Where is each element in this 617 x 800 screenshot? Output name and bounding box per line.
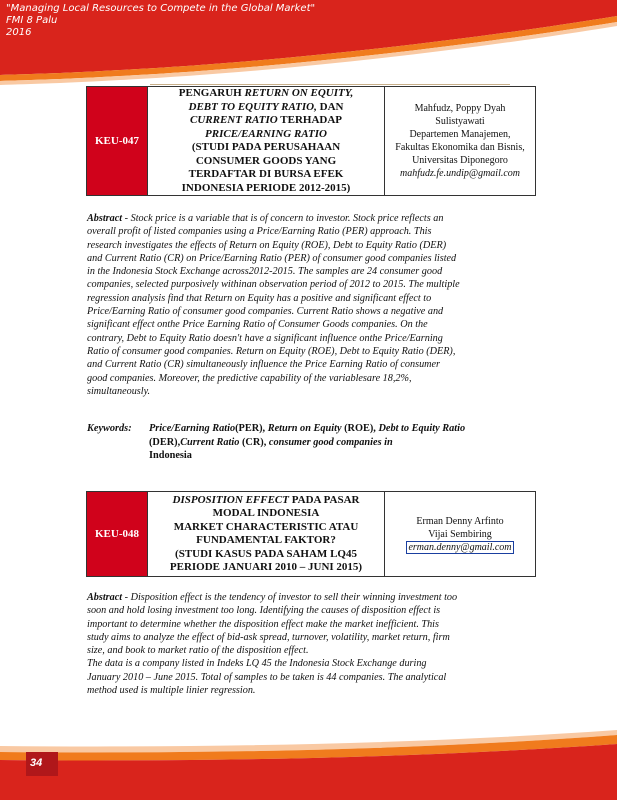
entry-code: KEU-048 bbox=[87, 492, 148, 577]
author-email[interactable]: erman.denny@gmail.com bbox=[408, 541, 512, 553]
entry-table-keu-047 bbox=[86, 86, 536, 196]
entry-table-keu-048 bbox=[86, 491, 536, 577]
keywords-text: Price/Earning Ratio(PER), Return on Equity (ROE), Debt to Equity Ratio (DER),Current Ratio (CR), consumer good companies in Indonesia bbox=[149, 423, 466, 461]
conference-theme: "Managing Local Resources to Compete in the Global Market" bbox=[6, 3, 316, 14]
keywords-label: Keywords: bbox=[87, 423, 132, 434]
conference-header bbox=[6, 3, 315, 39]
author-email[interactable]: mahfudz.fe.undip@gmail.com bbox=[399, 168, 521, 179]
entry-title: PENGARUH RETURN ON EQUITY, DEBT TO EQUITY RATIO, DAN CURRENT RATIO TERHADAP PRICE/EARNING RATIO (STUDI PADA PERUSAHAAN CONSUMER GOODS YANG TERDAFTAR DI BURSA EFEK INDONESIA PERIODE 2012-2015) bbox=[148, 87, 385, 196]
entry-title: DISPOSITION EFFECT PADA PASAR MODAL INDONESIA MARKET CHARACTERISTIC ATAU FUNDAMENTAL FAKTOR? (STUDI KASUS PADA SAHAM LQ45 PERIODE JANUARI 2010 – JUNI 2015) bbox=[148, 492, 385, 577]
page-number: 34 bbox=[30, 757, 43, 769]
entry-authors: Erman Denny Arfinto Vijai Sembiring erman.denny@gmail.com bbox=[385, 492, 536, 577]
conference-event: FMI 8 Palu bbox=[6, 15, 58, 26]
conference-year: 2016 bbox=[6, 27, 32, 38]
header-divider bbox=[150, 84, 510, 85]
abstract-label: Abstract bbox=[87, 213, 123, 224]
footer-band bbox=[0, 730, 617, 800]
entry-code: KEU-047 bbox=[87, 87, 148, 196]
abstract-keu-047: Abstract - Stock price is a variable that is of concern to investor. Stock price reflects an overall profit of listed companies using a Price/Earning Ratio (PER) approach. This research investigates the effects of Return on Equity (ROE), Debt to Equity Ratio (DER) and Current Ratio (CR) on Price/Earning Ratio (PER) of consumer good companies listed in the Indonesia Stock Exchange across2012-2015. The samples are 24 consumer good companies, selected purposively withinan observation period of 2012 to 2015. The multiple regression analysis find that Return on Equity has a positive and significant effect to Price/Earning Ratio of consumer good companies. Current Ratio shows a negative and significant effect onthe Price Earning Ratio of Consumer Goods companies. On the contrary, Debt to Equity Ratio doesn't have a significant influence onthe Price/Earning Ratio of consumer good companies. Return on Equity (ROE), Debt to Equity Ratio (DER), and Current Ratio (CR) simultaneously influence the Price Earning Ratio of consumer good companies. Moreover, the predictive capability of the variablesare 18,2%, simultaneously. bbox=[87, 213, 460, 397]
abstract-label: Abstract bbox=[87, 592, 123, 603]
abstract-keu-048: Abstract - Disposition effect is the tendency of investor to sell their winning investment too soon and hold losing investment too long. Identifying the causes of disposition effect is important to determine whether the disposition effect make the market inefficient. This study aims to analyze the effect of bid-ask spread, turnover, volatility, market return, firm size, and book to market ratio of the disposition effect. The data is a company listed in Indeks LQ 45 the Indonesia Stock Exchange during January 2010 – June 2015. Total of samples to be taken is 44 companies. The analytical method used is multiple linier regression. bbox=[87, 592, 458, 697]
entry-authors: Mahfudz, Poppy Dyah Sulistyawati Departemen Manajemen, Fakultas Ekonomika dan Bisnis, Universitas Diponegoro mahfudz.fe.undip@gmail.com bbox=[385, 87, 536, 196]
